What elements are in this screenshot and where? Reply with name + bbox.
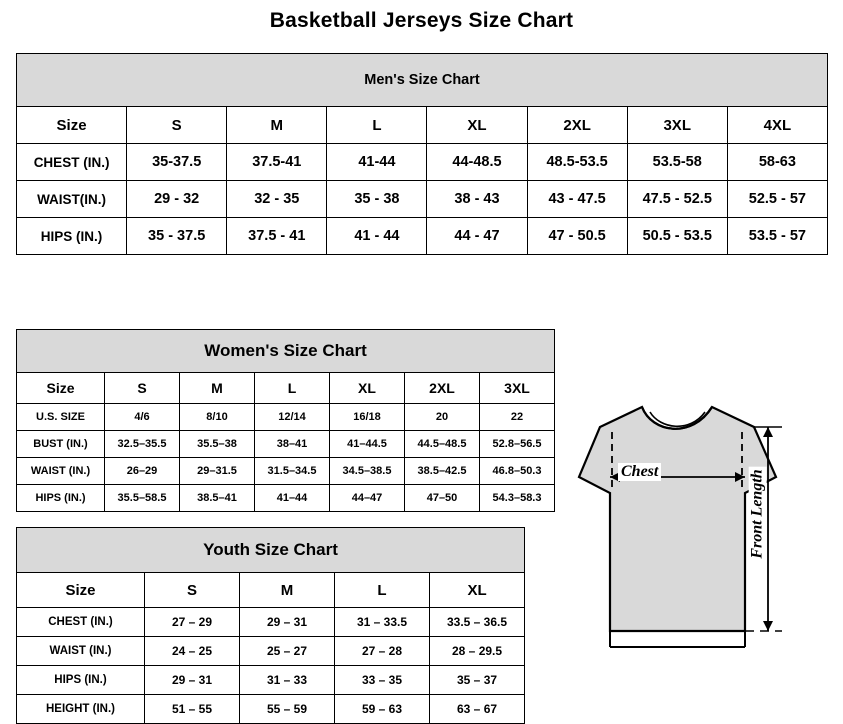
- youth-hips-m: 31 – 33: [240, 666, 335, 695]
- womens-bust-l: 38–41: [255, 431, 330, 458]
- jersey-body-shape: [579, 407, 776, 631]
- womens-waist-3xl: 46.8–50.3: [480, 458, 555, 485]
- front-length-arrow-bottom: [763, 621, 773, 631]
- mens-column-header-row: [17, 107, 828, 144]
- jersey-illustration-svg: [540, 385, 840, 675]
- youth-row-label-hips: HIPS (IN.): [17, 666, 145, 695]
- womens-hips-s: 35.5–58.5: [105, 485, 180, 512]
- womens-ussize-l: 12/14: [255, 404, 330, 431]
- youth-hips-xl: 35 – 37: [430, 666, 525, 695]
- womens-bust-3xl: 52.8–56.5: [480, 431, 555, 458]
- youth-chest-l: 31 – 33.5: [335, 608, 430, 637]
- mens-col-3xl: 3XL: [627, 107, 727, 144]
- mens-row-label-waist: WAIST(IN.): [17, 181, 127, 218]
- womens-size-chart-table: [16, 329, 555, 512]
- table-row: [17, 485, 555, 512]
- womens-waist-s: 26–29: [105, 458, 180, 485]
- mens-waist-s: 29 - 32: [127, 181, 227, 218]
- womens-bust-m: 35.5–38: [180, 431, 255, 458]
- womens-col-m: M: [180, 373, 255, 404]
- front-length-arrow-top: [763, 427, 773, 437]
- jersey-diagram: [540, 385, 840, 675]
- youth-col-size: Size: [17, 573, 145, 608]
- table-row: [17, 404, 555, 431]
- mens-waist-xl: 38 - 43: [427, 181, 527, 218]
- youth-height-m: 55 – 59: [240, 695, 335, 724]
- womens-waist-2xl: 38.5–42.5: [405, 458, 480, 485]
- youth-waist-s: 24 – 25: [145, 637, 240, 666]
- womens-hips-xl: 44–47: [330, 485, 405, 512]
- chest-measurement-label: Chest: [618, 463, 661, 481]
- womens-chart-heading-row: [17, 330, 555, 373]
- mens-chest-s: 35-37.5: [127, 144, 227, 181]
- mens-hips-s: 35 - 37.5: [127, 218, 227, 255]
- mens-chart-heading: Men's Size Chart: [17, 54, 828, 107]
- youth-height-l: 59 – 63: [335, 695, 430, 724]
- table-row: [17, 608, 525, 637]
- womens-ussize-s: 4/6: [105, 404, 180, 431]
- womens-row-label-bust: BUST (IN.): [17, 431, 105, 458]
- youth-height-s: 51 – 55: [145, 695, 240, 724]
- mens-chest-4xl: 58-63: [727, 144, 827, 181]
- youth-waist-m: 25 – 27: [240, 637, 335, 666]
- youth-col-s: S: [145, 573, 240, 608]
- mens-hips-3xl: 50.5 - 53.5: [627, 218, 727, 255]
- womens-hips-2xl: 47–50: [405, 485, 480, 512]
- mens-col-l: L: [327, 107, 427, 144]
- womens-row-label-waist: WAIST (IN.): [17, 458, 105, 485]
- youth-size-chart-table: [16, 527, 525, 724]
- mens-col-4xl: 4XL: [727, 107, 827, 144]
- mens-hips-4xl: 53.5 - 57: [727, 218, 827, 255]
- womens-bust-2xl: 44.5–48.5: [405, 431, 480, 458]
- womens-waist-xl: 34.5–38.5: [330, 458, 405, 485]
- table-row: [17, 637, 525, 666]
- womens-col-3xl: 3XL: [480, 373, 555, 404]
- womens-hips-3xl: 54.3–58.3: [480, 485, 555, 512]
- mens-size-chart-table: [16, 53, 828, 255]
- mens-chest-2xl: 48.5-53.5: [527, 144, 627, 181]
- womens-col-l: L: [255, 373, 330, 404]
- womens-hips-l: 41–44: [255, 485, 330, 512]
- womens-row-label-hips: HIPS (IN.): [17, 485, 105, 512]
- womens-hips-m: 38.5–41: [180, 485, 255, 512]
- table-row: [17, 144, 828, 181]
- youth-row-label-height: HEIGHT (IN.): [17, 695, 145, 724]
- womens-waist-m: 29–31.5: [180, 458, 255, 485]
- womens-bust-xl: 41–44.5: [330, 431, 405, 458]
- youth-waist-l: 27 – 28: [335, 637, 430, 666]
- youth-row-label-chest: CHEST (IN.): [17, 608, 145, 637]
- youth-chest-m: 29 – 31: [240, 608, 335, 637]
- mens-waist-l: 35 - 38: [327, 181, 427, 218]
- mens-hips-m: 37.5 - 41: [227, 218, 327, 255]
- womens-waist-l: 31.5–34.5: [255, 458, 330, 485]
- table-row: [17, 431, 555, 458]
- youth-column-header-row: [17, 573, 525, 608]
- mens-col-2xl: 2XL: [527, 107, 627, 144]
- womens-ussize-3xl: 22: [480, 404, 555, 431]
- page-title: Basketball Jerseys Size Chart: [269, 9, 574, 32]
- table-row: [17, 458, 555, 485]
- mens-col-size: Size: [17, 107, 127, 144]
- mens-waist-2xl: 43 - 47.5: [527, 181, 627, 218]
- womens-col-size: Size: [17, 373, 105, 404]
- mens-chest-3xl: 53.5-58: [627, 144, 727, 181]
- womens-column-header-row: [17, 373, 555, 404]
- youth-height-xl: 63 – 67: [430, 695, 525, 724]
- mens-row-label-hips: HIPS (IN.): [17, 218, 127, 255]
- youth-col-l: L: [335, 573, 430, 608]
- table-row: [17, 181, 828, 218]
- mens-waist-m: 32 - 35: [227, 181, 327, 218]
- mens-hips-2xl: 47 - 50.5: [527, 218, 627, 255]
- womens-bust-s: 32.5–35.5: [105, 431, 180, 458]
- mens-chart-heading-row: [17, 54, 828, 107]
- size-charts-container: [0, 33, 843, 716]
- mens-col-m: M: [227, 107, 327, 144]
- mens-col-xl: XL: [427, 107, 527, 144]
- mens-chest-xl: 44-48.5: [427, 144, 527, 181]
- mens-waist-4xl: 52.5 - 57: [727, 181, 827, 218]
- youth-chart-heading-row: [17, 528, 525, 573]
- youth-col-m: M: [240, 573, 335, 608]
- womens-ussize-m: 8/10: [180, 404, 255, 431]
- mens-hips-xl: 44 - 47: [427, 218, 527, 255]
- mens-chest-m: 37.5-41: [227, 144, 327, 181]
- front-length-measurement-label: Front Length: [749, 466, 767, 561]
- youth-col-xl: XL: [430, 573, 525, 608]
- mens-waist-3xl: 47.5 - 52.5: [627, 181, 727, 218]
- youth-hips-s: 29 – 31: [145, 666, 240, 695]
- youth-chest-xl: 33.5 – 36.5: [430, 608, 525, 637]
- womens-col-xl: XL: [330, 373, 405, 404]
- womens-col-s: S: [105, 373, 180, 404]
- youth-row-label-waist: WAIST (IN.): [17, 637, 145, 666]
- table-row: [17, 218, 828, 255]
- womens-col-2xl: 2XL: [405, 373, 480, 404]
- table-row: [17, 695, 525, 724]
- womens-chart-heading: Women's Size Chart: [17, 330, 555, 373]
- youth-waist-xl: 28 – 29.5: [430, 637, 525, 666]
- mens-hips-l: 41 - 44: [327, 218, 427, 255]
- table-row: [17, 666, 525, 695]
- youth-chart-heading: Youth Size Chart: [17, 528, 525, 573]
- youth-chest-s: 27 – 29: [145, 608, 240, 637]
- womens-ussize-xl: 16/18: [330, 404, 405, 431]
- womens-row-label-us-size: U.S. SIZE: [17, 404, 105, 431]
- mens-col-s: S: [127, 107, 227, 144]
- mens-row-label-chest: CHEST (IN.): [17, 144, 127, 181]
- youth-hips-l: 33 – 35: [335, 666, 430, 695]
- mens-chest-l: 41-44: [327, 144, 427, 181]
- womens-ussize-2xl: 20: [405, 404, 480, 431]
